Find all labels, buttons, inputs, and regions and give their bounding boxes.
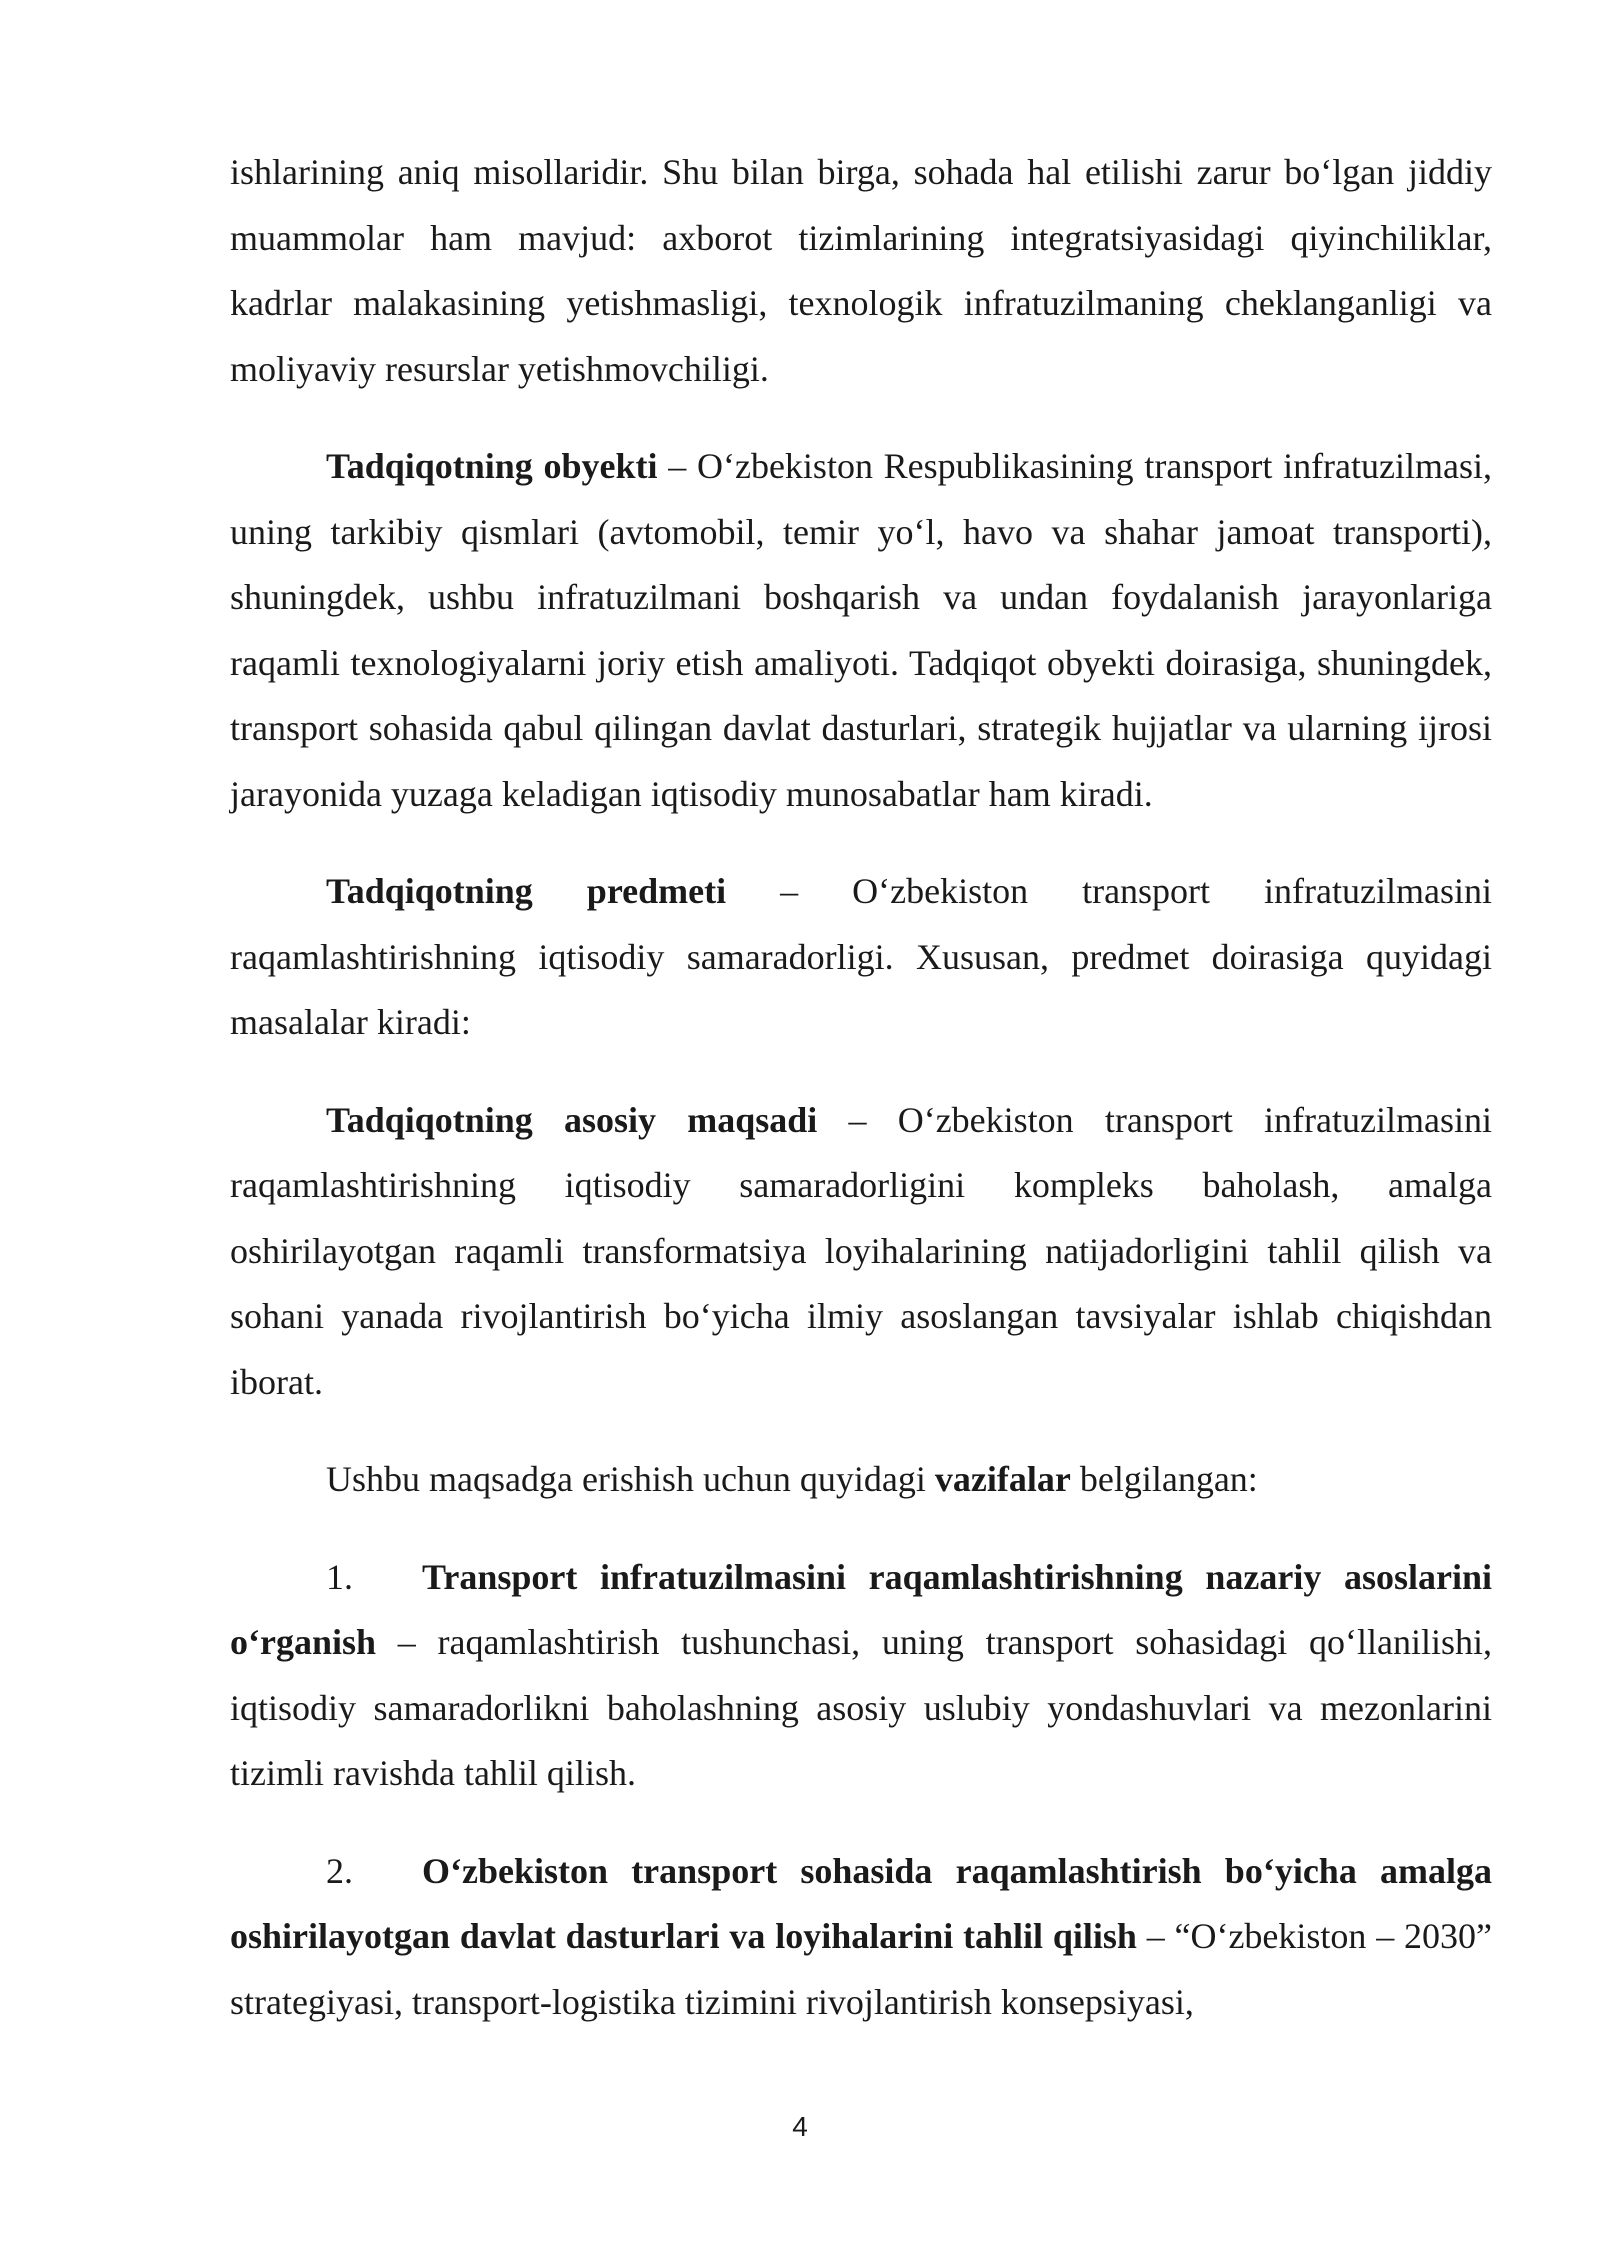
term-research-goal: Tadqiqotning asosiy maqsadi	[326, 1099, 818, 1140]
paragraph-intro	[230, 140, 1492, 402]
task-2-number: 2.	[326, 1850, 353, 1891]
document-page	[230, 140, 1492, 2067]
task-2-text: – “O‘zbekiston – 2030” strategiyasi, transport-logistika tizimini rivojlantirish konsepsiyasi,	[230, 1916, 1492, 2022]
paragraph-research-object	[230, 434, 1492, 827]
list-item-task-1	[230, 1545, 1492, 1807]
task-1-term: Transport infratuzilmasini raqamlashtirishning nazariy asoslarini o‘rganish	[230, 1556, 1492, 1662]
paragraph-intro-text: ishlarining aniq misollaridir. Shu bilan birga, sohada hal etilishi zarur bo‘lgan jiddiy muammolar ham mavjud: axborot tizimlarining integratsiyasidagi qiyinchiliklar, kadrlar malakasining yetishmasligi, texnologik infratuzilmaning cheklanganligi va moliyaviy resurslar yetishmovchiligi.	[230, 152, 1492, 389]
term-research-object: Tadqiqotning obyekti	[326, 446, 658, 486]
paragraph-research-subject-text: – O‘zbekiston transport infratuzilmasini raqamlashtirishning iqtisodiy samaradorligi. Xususan, predmet doirasiga quyidagi masalalar kiradi:	[230, 871, 1492, 1042]
tasks-intro-after: belgilangan:	[1070, 1459, 1258, 1499]
task-1-number: 1.	[326, 1556, 353, 1597]
term-tasks: vazifalar	[934, 1459, 1071, 1499]
paragraph-research-goal	[230, 1088, 1492, 1416]
paragraph-research-object-text: – O‘zbekiston Respublikasining transport infratuzilmasi, uning tarkibiy qismlari (avtomobil, temir yo‘l, havo va shahar jamoat transporti), shuningdek, ushbu infratuzilmani boshqarish va undan foydalanish jarayonlariga raqamli texnologiyalarni joriy etish amaliyoti. Tadqiqot obyekti doirasiga, shuningdek, transport sohasida qabul qilingan davlat dasturlari, strategik hujjatlar va ularning ijrosi jarayonida yuzaga keladigan iqtisodiy munosabatlar ham kiradi.	[230, 446, 1492, 814]
paragraph-research-subject	[230, 859, 1492, 1056]
list-item-task-2	[230, 1839, 1492, 2036]
task-1-text: – raqamlashtirish tushunchasi, uning transport sohasidagi qo‘llanilishi, iqtisodiy samaradorlikni baholashning asosiy uslubiy yondashuvlari va mezonlarini tizimli ravishda tahlil qilish.	[230, 1622, 1492, 1793]
term-research-subject: Tadqiqotning predmeti	[326, 871, 727, 911]
paragraph-tasks-intro	[230, 1447, 1492, 1513]
page-number: 4	[792, 2111, 808, 2142]
task-2-term: O‘zbekiston transport sohasida raqamlashtirish bo‘yicha amalga oshirilayotgan davlat dasturlari va loyihalarini tahlil qilish	[230, 1850, 1492, 1956]
tasks-intro-before: Ushbu maqsadga erishish uchun quyidagi	[326, 1459, 935, 1499]
paragraph-research-goal-text: – O‘zbekiston transport infratuzilmasini raqamlashtirishning iqtisodiy samaradorligini kompleks baholash, amalga oshirilayotgan raqamli transformatsiya loyihalarining natijadorligini tahlil qilish va sohani yanada rivojlantirish bo‘yicha ilmiy asoslangan tavsiyalar ishlab chiqishdan iborat.	[230, 1099, 1492, 1402]
